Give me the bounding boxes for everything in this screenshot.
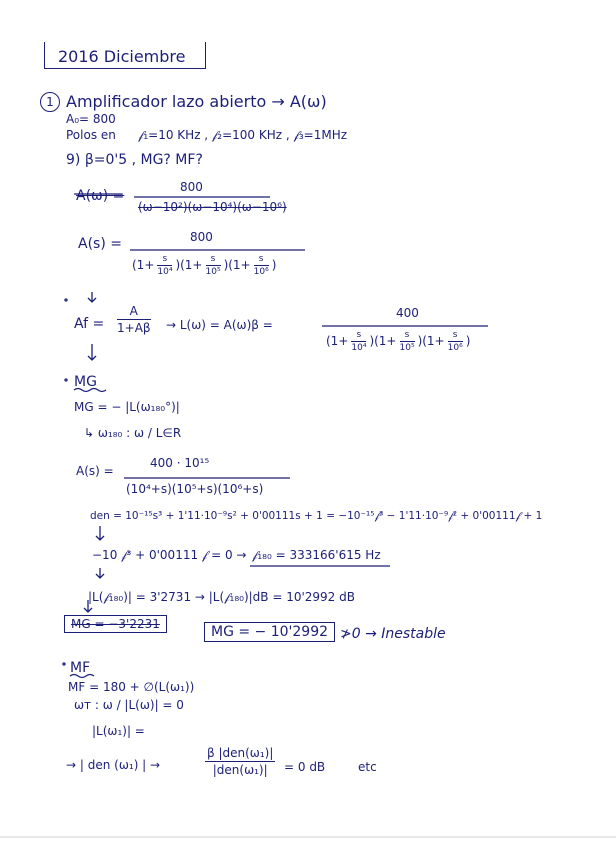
struck-eq-den: (ω−10²)(ω−10⁴)(ω−10⁶) [138,200,287,214]
den-expansion: den = 10⁻¹⁵s³ + 1'11·10⁻⁹s² + 0'00111s + 1 = −10⁻¹⁵𝒻³ − 1'11·10⁻⁹𝒻² + 0'00111𝒻 + 1 [90,510,543,522]
mg-as-num: 400 · 10¹⁵ [150,456,210,470]
mg-result: MG = − 10'2992 [204,622,335,642]
as-lhs: A(s) = [78,236,122,252]
mf-last-frac: $\frac{\text{β |den(ω₁)|}}{\text{|den(ω₁)|}}$ [207,746,274,777]
scan-artifact [0,836,616,838]
mg-conclusion: ≯0 → Inestable [340,626,446,642]
problem-heading: Amplificador lazo abierto → A(ω) [66,92,327,111]
mf-last-pre: → | den (ω₁) | → [66,758,161,772]
mf-last-post: = 0 dB [284,760,326,774]
loop-gain-num: 400 [396,306,419,320]
af-lhs: Af = [74,316,105,332]
poles-values: 𝒻₁=10 KHz , 𝒻₂=100 KHz , 𝒻₃=1MHz [138,128,348,142]
page-title: 2016 Diciembre [58,47,186,66]
f180-result: 𝒻₁₈₀ = 333166'615 Hz [252,548,381,562]
mf-title: MF [70,660,91,676]
problem-number: 1 [40,92,60,112]
struck-eq-lhs: A(ω) = [76,188,125,204]
loop-gain-def: → L(ω) = A(ω)β = [166,318,273,332]
mg-as-den: (10⁴+s)(10⁵+s)(10⁶+s) [126,482,264,496]
mg-definition: MG = − |L(ω₁₈₀°)| [74,400,180,414]
mf-etc: etc [358,760,377,774]
poles-label: Polos en [66,128,116,142]
mg-title: MG [74,374,97,390]
mg-as-lhs: A(s) = [76,464,114,478]
loop-gain-den: (1+ $\frac{s}{\text{10⁴}}$ )(1+ $\frac{s}{\text{10⁵}}$ )(1+ $\frac{s}{\text{10⁶}}$ ) [326,330,471,353]
mg-w180: ↳ ω₁₈₀ : ω / L∈R [84,426,182,440]
as-den: (1+ $\frac{s}{\text{10⁴}}$ )(1+ $\frac{s}{\text{10⁵}}$ )(1+ $\frac{s}{\text{10⁶}}$ ) [132,254,277,277]
mg-struck-result: MG = −3'2231 [64,615,167,633]
question: 9) β=0'5 , MG? MF? [66,152,203,168]
mf-definition: MF = 180 + ∅(L(ω₁)) [68,680,195,694]
magnitude-line: |L(𝒻₁₈₀)| = 3'2731 → |L(𝒻₁₈₀)|dB = 10'2992 dB [88,590,355,604]
af-frac: $\frac{A}{1+A\beta}$ [117,304,151,335]
as-num: 800 [190,230,213,244]
mf-lw: |L(ω₁)| = [92,724,145,738]
gain-value: A₀= 800 [66,112,116,126]
solve-line: −10 𝒻³ + 0'00111 𝒻 = 0 → [92,548,247,562]
struck-eq-num: 800 [180,180,203,194]
mf-wt: ωт : ω / |L(ω)| = 0 [74,698,184,712]
